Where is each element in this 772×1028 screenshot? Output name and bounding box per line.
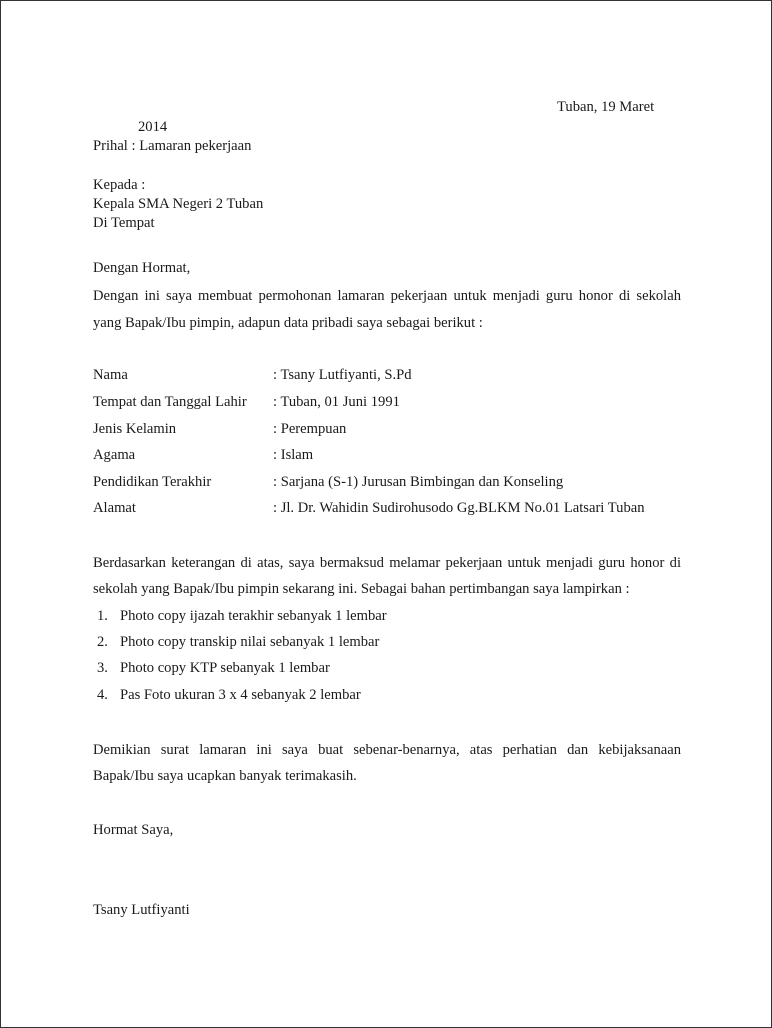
list-number: 3. xyxy=(97,660,108,676)
recipient-place: Di Tempat xyxy=(93,215,155,231)
list-text: Photo copy ijazah terakhir sebanyak 1 lembar xyxy=(120,608,387,624)
body-line-2: sekolah yang Bapak/Ibu pimpin sekarang ini. Sebagai bahan pertimbangan saya lampirkan : xyxy=(93,581,630,597)
intro-line-2: yang Bapak/Ibu pimpin, adapun data pribadi saya sebagai berikut : xyxy=(93,315,483,331)
recipient-to: Kepada : xyxy=(93,177,146,193)
greeting: Dengan Hormat, xyxy=(93,260,191,276)
date-line: Tuban, 19 Maret xyxy=(557,99,655,115)
field-label: Tempat dan Tanggal Lahir xyxy=(93,394,247,410)
letter-subject: Prihal : Lamaran pekerjaan xyxy=(93,138,252,154)
closing-line-2: Bapak/Ibu saya ucapkan banyak terimakasih. xyxy=(93,768,357,784)
list-text: Photo copy transkip nilai sebanyak 1 lembar xyxy=(120,634,380,650)
field-label: Nama xyxy=(93,367,128,383)
date-year: 2014 xyxy=(138,119,168,135)
list-text: Pas Foto ukuran 3 x 4 sebanyak 2 lembar xyxy=(120,687,361,703)
field-label: Alamat xyxy=(93,500,136,516)
field-label: Pendidikan Terakhir xyxy=(93,474,212,490)
recipient-name: Kepala SMA Negeri 2 Tuban xyxy=(93,196,264,212)
body-line-1: Berdasarkan keterangan di atas, saya bermaksud melamar pekerjaan untuk menjadi guru honor di xyxy=(93,555,681,571)
list-number: 4. xyxy=(97,687,108,703)
intro-line-1: Dengan ini saya membuat permohonan lamaran pekerjaan untuk menjadi guru honor di sekolah xyxy=(93,288,681,304)
list-text: Photo copy KTP sebanyak 1 lembar xyxy=(120,660,330,676)
field-label: Agama xyxy=(93,447,136,463)
field-value: : Perempuan xyxy=(273,421,347,437)
sign-off: Hormat Saya, xyxy=(93,822,174,838)
field-value: : Islam xyxy=(273,447,314,463)
field-label: Jenis Kelamin xyxy=(93,421,177,437)
list-number: 2. xyxy=(97,634,108,650)
field-value: : Sarjana (S-1) Jurusan Bimbingan dan Konseling xyxy=(273,474,564,490)
signer-name: Tsany Lutfiyanti xyxy=(93,902,190,918)
field-value: : Jl. Dr. Wahidin Sudirohusodo Gg.BLKM No.01 Latsari Tuban xyxy=(273,500,645,516)
list-number: 1. xyxy=(97,608,108,624)
closing-line-1: Demikian surat lamaran ini saya buat sebenar-benarnya, atas perhatian dan kebijaksanaan xyxy=(93,742,681,758)
field-value: : Tuban, 01 Juni 1991 xyxy=(273,394,400,410)
field-value: : Tsany Lutfiyanti, S.Pd xyxy=(273,367,412,383)
